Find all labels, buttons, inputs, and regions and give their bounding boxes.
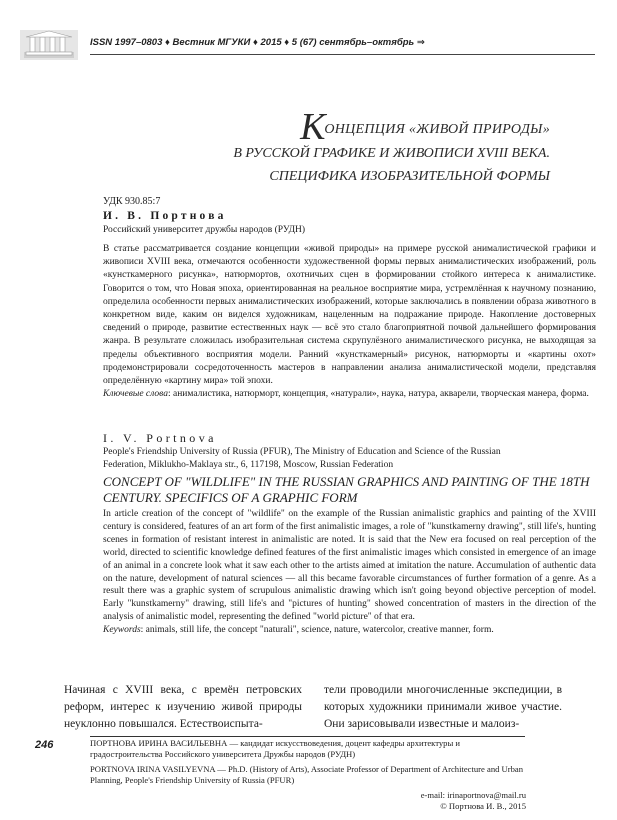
header-separator: ♦ xyxy=(284,37,290,48)
title-ru-line-3: СПЕЦИФИКА ИЗОБРАЗИТЕЛЬНОЙ ФОРМЫ xyxy=(269,169,550,184)
udk-code: УДК 930.85:7 xyxy=(103,196,161,207)
author-name-ru: И. В. Портнова xyxy=(103,210,227,222)
body-column-left: Начиная с XVIII века, с времён петровских реформ, интерес к изучению живой природы неуклонно повышался. Естествоиспыта- xyxy=(64,684,302,730)
footnote-author-ru: ПОРТНОВА ИРИНА ВАСИЛЬЕВНА — кандидат искусствоведения, доцент кафедры архитектуры и градостроительства Российского университета Дружбы народов (РУДН) xyxy=(90,738,460,759)
title-initial: К xyxy=(300,106,324,148)
article-title-ru xyxy=(150,106,550,188)
affiliation-ru: Российский университет дружбы народов (РУДН) xyxy=(103,225,306,235)
arrow-right-icon: ⇒ xyxy=(416,37,425,48)
journal-name: Вестник МГУКИ xyxy=(172,37,251,48)
abstract-ru xyxy=(103,243,596,401)
header-separator: ♦ xyxy=(165,37,170,48)
title-ru-line-1 xyxy=(150,106,550,148)
affiliation-en: People's Friendship University of Russia (PFUR), The Ministry of Education and Science of the Russian Federation, Miklukho-Maklaya str., 6, 117198, Moscow, Russian Federation xyxy=(103,447,501,470)
journal-issue: 5 (67) сентябрь–октябрь xyxy=(291,37,415,48)
title-ru-line-2: В РУССКОЙ ГРАФИКЕ И ЖИВОПИСИ XVIII ВЕКА. xyxy=(233,146,550,161)
page-number: 246 xyxy=(35,739,54,751)
copyright: © Портнова И. В., 2015 xyxy=(440,801,526,811)
author-name-en: I. V. Portnova xyxy=(103,431,217,445)
title-ru-line-1-text: ОНЦЕПЦИЯ «ЖИВОЙ ПРИРОДЫ» xyxy=(324,122,550,137)
journal-year: 2015 xyxy=(260,37,282,48)
issn: ISSN 1997–0803 xyxy=(90,37,163,48)
body-column-right: тели проводили многочисленные экспедиции, в которых художники принимали живое участие. Они зарисовывали известные и малоиз- xyxy=(324,684,562,730)
keywords-en: : animals, still life, the concept "naturali", science, nature, watercolor, creative manner, form. xyxy=(140,625,494,636)
abstract-en-text: In article creation of the concept of "wildlife" on the example of the Russian animalistic graphics and painting of the XVIII century is considered, features of an art form of the first animalistic images, a role of "kunstkamerny drawing", still life's, hunting scenes in formation of resistant interest in animalistic are noted. It is said that the New era focused on real perception of the world, directed to scientific knowledge defined features of the first animalistic images which consisted in emergence of an image of an animal in a concrete look what it saw each other to the artists aimed at imitation the nature. Accumulation of authentic data on the nature, development of natural sciences — all this became favorable circumstances of further formation of a genre. As a result there was a graphic system of scrupulous animalistic drawing which isn't going beyond objective perception of model. Early "kunstkamerny" drawing, still life's and "pictures of hunting" showed concentration of masters in the direction of the analysis of animalistic model, representing the defined "world picture" of that era. xyxy=(103,509,596,623)
keywords-en-label: Keywords xyxy=(103,625,141,636)
article-title-en: CONCEPT OF "WILDLIFE" IN THE RUSSIAN GRAPHICS AND PAINTING OF THE 18TH CENTURY. SPECIFICS OF A GRAPHIC FORM xyxy=(103,474,590,505)
author-email: e-mail: irinaportnova@mail.ru xyxy=(420,790,526,800)
header-divider xyxy=(90,54,595,55)
journal-header xyxy=(90,37,560,55)
keywords-ru-label: Ключевые слова xyxy=(103,389,168,400)
footnote-author-en: PORTNOVA IRINA VASILYEVNA — Ph.D. (History of Arts), Associate Professor of Department of Architecture and Urban Planning, People's Friendship University of Russia (PFUR) xyxy=(90,764,524,785)
journal-logo-icon xyxy=(20,28,78,62)
header-separator: ♦ xyxy=(253,37,258,48)
contact-block xyxy=(300,790,526,812)
abstract-ru-text: В статье рассматривается создание концепции «живой природы» на примере русской анималистической графики и живописи XVIII века, отмечаются особенности художественной формы первых анималистических изображений, роль «кунсткамерного рисунка», натюрмортов, охотничьих сцен в формировании стойкого интереса к анималистике. Говорится о том, что Новая эпоха, ориентированная на реальное восприятие мира, устремлённая к научному познанию, определила особенности первых анималистических изображений, которые заключались в появлении образа животного в конкретном виде, каким он виделся художникам, нацеленным на подражание природе. Накопление достоверных сведений о природе, развитие естественных наук — всё это стало благоприятной почвой дальнейшего формирования жанра. В результате сложилась изобразительная система скрупулёзного анималистического рисунка, не выходящая за пределы объективного восприятия модели. Ранний «кунсткамерный» рисунок, натюрморты и «картины охот» продемонстрировали сосредоточенность мастеров в направлении анализа анималистической модели, представляя определённую «картину мира» той эпохи. xyxy=(103,244,596,387)
footnote-divider xyxy=(90,736,525,737)
keywords-ru: : анималистика, натюрморт, концепция, «натурали», наука, натура, акварели, творческая манера, форма. xyxy=(167,389,589,400)
abstract-en xyxy=(103,508,596,637)
